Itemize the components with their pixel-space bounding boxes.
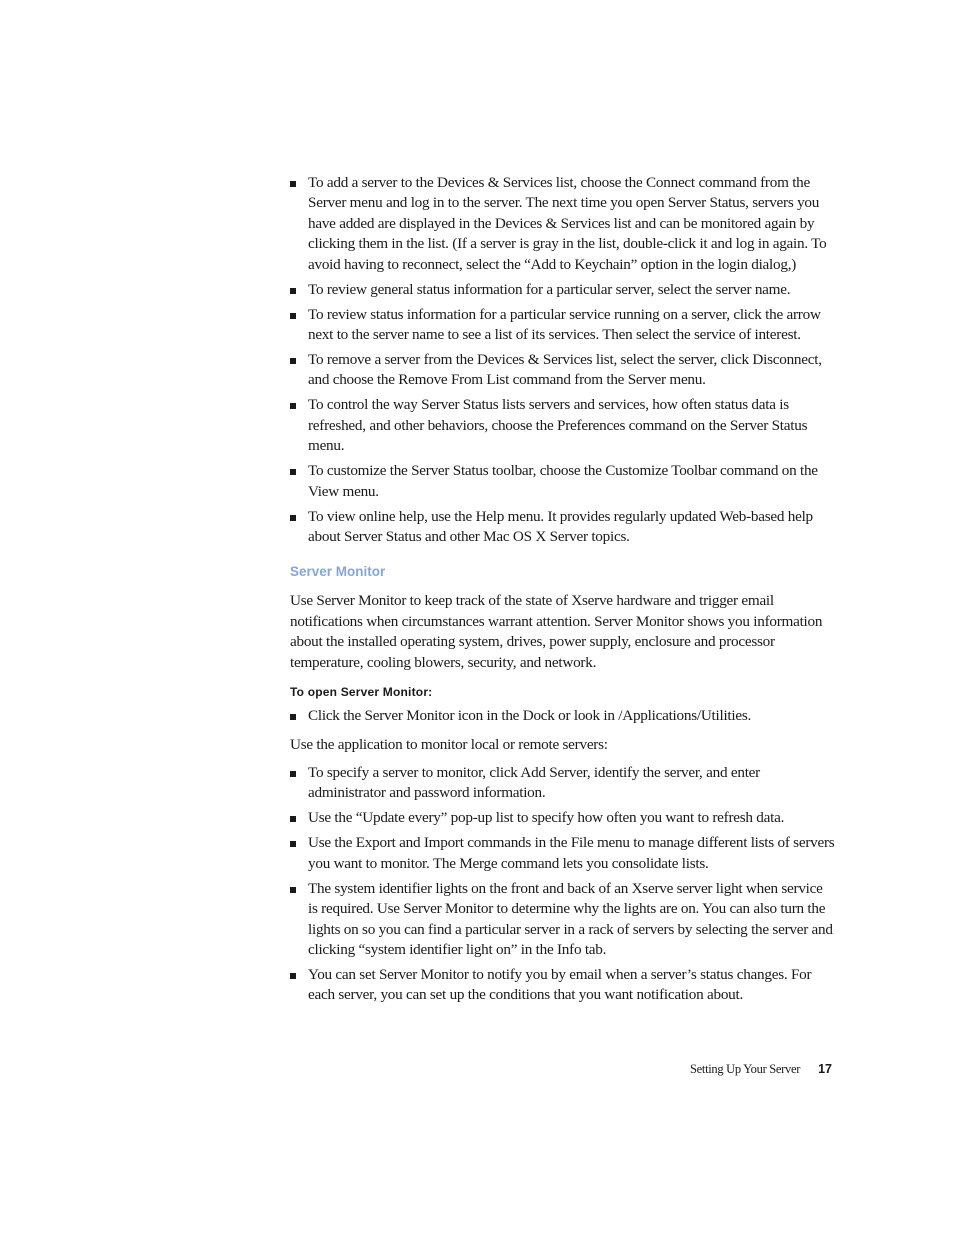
square-bullet-icon — [290, 181, 296, 187]
square-bullet-icon — [290, 714, 296, 720]
list-item-text: Click the Server Monitor icon in the Dock or look in /Applications/Utilities. — [308, 707, 752, 725]
section-intro-paragraph: Use Server Monitor to keep track of the state of Xserve hardware and trigger email notifications when circumstances warrant attention. Server Monitor shows you information about the installed operating system, drives, power supply, enclosure and processor temperature, cooling blowers, security, and network. — [290, 592, 823, 671]
list-item-text: You can set Server Monitor to notify you by email when a server’s status changes. For each server, you can set up the conditions that you want notification about. — [308, 965, 812, 1004]
task-step-list — [290, 706, 835, 726]
list-item-text: To remove a server from the Devices & Services list, select the server, click Disconnect, and choose the Remove From List command from the Server menu. — [308, 351, 822, 389]
square-bullet-icon — [290, 469, 296, 475]
list-item — [290, 350, 835, 391]
list-item — [290, 507, 835, 548]
list-item — [290, 280, 835, 300]
square-bullet-icon — [290, 403, 296, 409]
list-item-text: To customize the Server Status toolbar, choose the Customize Toolbar command on the View menu. — [308, 462, 818, 500]
list-item-text: To review status information for a particular service running on a server, click the arrow next to the server name to see a list of its services. Then select the service of interest. — [308, 305, 821, 344]
square-bullet-icon — [290, 313, 296, 319]
list-item — [290, 965, 835, 1006]
intro-bullet-list — [290, 173, 835, 547]
square-bullet-icon — [290, 973, 296, 979]
list-item — [290, 808, 835, 828]
square-bullet-icon — [290, 515, 296, 521]
page-number: 17 — [818, 1062, 832, 1076]
list-item — [290, 305, 835, 346]
list-item — [290, 833, 835, 874]
list-item-text: To view online help, use the Help menu. It provides regularly updated Web-based help about Server Status and other Mac OS X Server topics. — [308, 507, 813, 546]
square-bullet-icon — [290, 288, 296, 294]
page-content — [290, 173, 835, 1010]
list-item-text: To review general status information for a particular server, select the server name. — [308, 280, 791, 298]
square-bullet-icon — [290, 771, 296, 777]
square-bullet-icon — [290, 816, 296, 822]
list-item — [290, 461, 835, 502]
usage-bullet-list — [290, 763, 835, 1006]
square-bullet-icon — [290, 358, 296, 364]
list-item — [290, 173, 835, 275]
list-item-text: To add a server to the Devices & Services list, choose the Connect command from the Server menu and log in to the server. The next time you open Server Status, servers you have added are displayed in the Devices & Services list and can be monitored again by clicking them in the list. (If a server is gray in the list, double-click it and log in again. To avoid having to reconnect, select the “Add to Keychain” option in the login dialog,) — [308, 174, 827, 273]
task-heading: To open Server Monitor: — [290, 685, 433, 700]
list-item-text: To specify a server to monitor, click Add Server, identify the server, and enter administrator and password information. — [308, 763, 760, 802]
list-item — [290, 763, 835, 804]
list-item-text: Use the Export and Import commands in the File menu to manage different lists of servers you want to monitor. The Merge command lets you consolidate lists. — [308, 834, 835, 872]
list-item-text: The system identifier lights on the front and back of an Xserve server light when service is required. Use Server Monitor to determine why the lights are on. You can also turn the lights on so you can find a particular server in a rack of servers by selecting the server and clicking “system identifier light on” in the Info tab. — [308, 879, 833, 958]
square-bullet-icon — [290, 887, 296, 893]
list-item-text: To control the way Server Status lists servers and services, how often status data is refreshed, and other behaviors, choose the Preferences command on the Server Status menu. — [308, 396, 808, 455]
square-bullet-icon — [290, 841, 296, 847]
list-item — [290, 706, 835, 726]
list-item — [290, 395, 835, 456]
list-item-text: Use the “Update every” pop-up list to specify how often you want to refresh data. — [308, 809, 785, 827]
page-footer — [690, 1062, 832, 1077]
list-item — [290, 879, 835, 961]
section-heading: Server Monitor — [290, 564, 386, 580]
footer-chapter-title: Setting Up Your Server — [690, 1062, 801, 1076]
usage-intro-paragraph: Use the application to monitor local or remote servers: — [290, 735, 608, 753]
